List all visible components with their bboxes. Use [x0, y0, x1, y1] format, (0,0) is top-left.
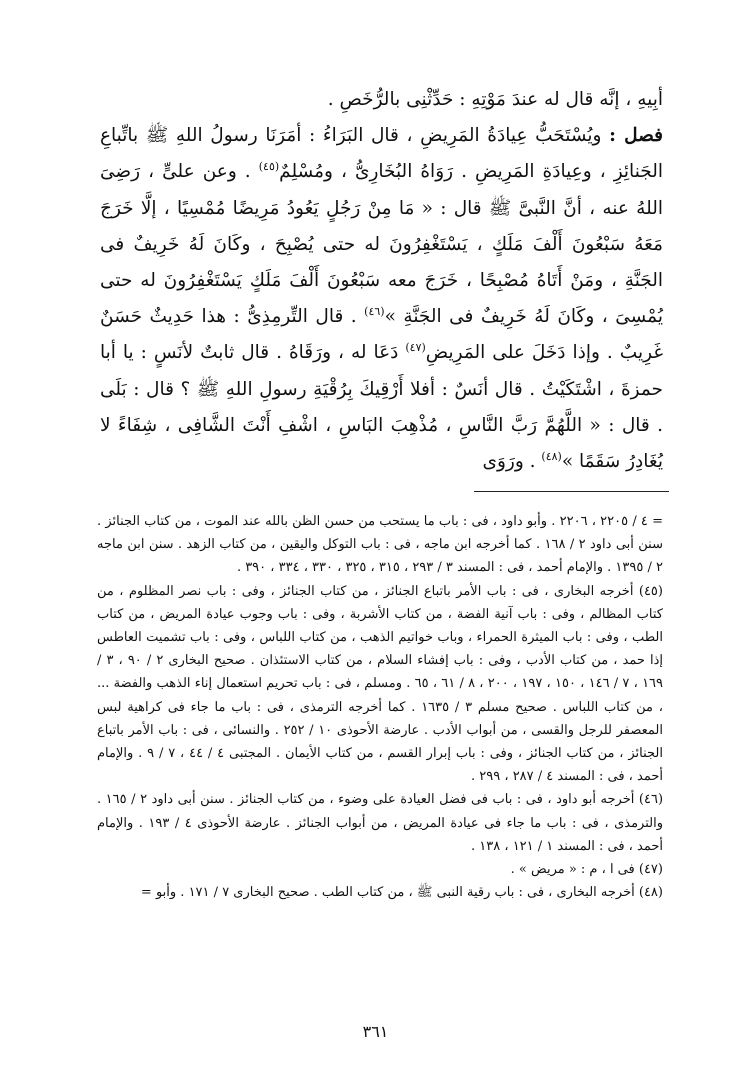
footnote: (٤٦) أخرجه أبو داود ، فى : باب فى فضل العيادة على وضوء ، من كتاب الجنائز . سنن أبى داود ٢ / ١٦٥ . والترمذى ، فى : باب ما جاء فى عيادة المريض ، من أبواب الجنائز . عارضة الأحوذى ٤ / ١٩٣ . والإمام أحمد ، فى : المسند ١ / ١٢١ ، ١٣٨ .	[97, 792, 664, 854]
footnote: = ٤ / ٢٢٠٥ ، ٢٢٠٦ . وأبو داود ، فى : باب ما يستحب من حسن الظن بالله عند الموت ، من كتاب الجنائز . سنن أبى داود ٢ / ١٦٨ . كما أخرجه ابن ماجه ، فى : باب التوكل واليقين ، من كتاب الزهد . سنن ابن ماجه ٢ / ١٣٩٥ . والإمام أحمد ، فى : المسند ٣ / ٢٩٣ ، ٣١٥ ، ٣٢٥ ، ٣٣٠ ، ٣٣٤ ، ٣٩٠ .	[97, 514, 663, 576]
text-span: ويُسْتَحَبُّ عِيادَةُ المَرِيضِ ، قال البَرَاءُ : أمَرَنَا رسولُ اللهِ ﷺ باتِّباعِ	[100, 125, 602, 147]
text-span: سَبْعُونَ أَلْفَ مَلَكٍ ، يَسْتَغْفِرُونَ له حتى يُصْبِحَ ، وكَانَ لَهُ خَرِيفٌ فى الجَنَّةِ ، ومَنْ	[100, 233, 663, 292]
text-span: المَرِيضِ	[425, 342, 486, 364]
text-span: أَتَاهُ مُصْبِحًا ، خَرَجَ معه سَبْعُونَ أَلْفَ مَلَكٍ يَسْتَغْفِرُونَ له حتى يُمْسِىَ ، وكَانَ لَهُ	[100, 270, 663, 328]
footnote-ref[interactable]: (٤٧)	[405, 341, 426, 355]
page-number: ٣٦١	[362, 1022, 389, 1041]
text-span: . وعن علىٍّ ، رَضِىَ اللهُ	[100, 161, 663, 219]
fasl-heading: فصل :	[609, 125, 664, 147]
footnote-divider	[474, 491, 669, 492]
text-span: خَرِيفٌ فى الجَنَّةِ »	[384, 306, 527, 328]
text-span: عنه ، أنَّ النَّبىَّ ﷺ قال : « مَا مِنْ رَجُلٍ يَعُودُ مَرِيضًا مُمْسِيًا ، إلَّا خَرَجَ مَعَهُ	[100, 197, 663, 255]
text-line: أبِيهِ ، إنَّه قال له عندَ مَوْتِهِ : حَدِّثْنِى بالرُّخَصِ .	[327, 89, 663, 110]
text-span: الجَنائِزِ ، وعِيادَةِ المَرِيضِ . رَوَاهُ البُخَارِىُّ ، ومُسْلِمٌ	[279, 161, 663, 183]
footnote: (٤٨) أخرجه البخارى ، فى : باب رقية النبى ﷺ ، من كتاب الطب . صحيح البخارى ٧ / ١٧١ . وأبو =	[140, 885, 663, 901]
footnote: (٤٥) أخرجه البخارى ، فى : باب الأمر باتباع الجنائز ، من كتاب الجنائز ، وفى : باب نصر المظلوم ، من كتاب المظالم ، وفى : باب آنية الفضة ، من كتاب الأشربة ، وفى : باب وجوب عيادة المريض ، من كتاب الطب ، وفى : باب الميثرة الحمراء ، وباب خواتيم الذهب ، من كتاب اللباس ، وفى : باب تشميت العاطس إذا حمد ، من كتاب الأدب ، وفى : باب إفشاء السلام ، من كتاب الاستئذان . صحيح البخارى ٢ / ٩٠ ، ٣ / ١٦٩ ، ٧ / ١٤٦ ، ١٥٠ ، ١٩٧ ، ٢٠٠ ، ٨ / ٦١ ، ٦٥ . ومسلم ، فى : باب تحريم استعمال إناء الذهب والفضة ... ، من كتاب اللباس . صحيح مسلم ٣ / ١٦٣٥ . كما أخرجه الترمذى ، فى : باب ما جاء فى كراهية لبس المعصفر للرجل والقسى ، من أبواب الأدب . عارضة الأحوذى ١٠ / ٢٥٢ . والنسائى ، فى : باب الأمر باتباع الجنائز ، من كتاب الجنائز ، وفى : باب إبرار القسم ، من كتاب الأيمان . المجتبى ٤ / ٤٤ ، ٧ / ٩ . والإمام أحمد ، فى : المسند ٤ / ٢٨٧ ، ٢٩٩ .	[97, 583, 664, 785]
footnote-ref[interactable]: (٤٨)	[541, 449, 562, 463]
text-span: أنَسٌ : أفلا أَرْقِيكَ بِرُقْيَةِ رسولِ اللهِ ﷺ ؟ قال : بَلَى . قال : « اللَّهُمَّ رَبَّ	[100, 378, 663, 436]
footnotes	[97, 510, 663, 904]
text-span: . قال التِّرمِذِىُّ : هذا حَدِيثٌ حَسَنٌ غَرِيبٌ . وإذا دَخَلَ على	[100, 306, 663, 364]
footnote: (٤٧) فى ا ، م : « مريض » .	[510, 862, 663, 878]
footnote-ref[interactable]: (٤٦)	[364, 305, 385, 319]
text-span: . ورَوَى	[482, 451, 536, 473]
fasl-paragraph	[100, 118, 663, 480]
main-text	[100, 82, 663, 480]
text-span: دَعَا له ، ورَقَاهُ . قال ثابتٌ لأنَسٍ : يا أبا حمزةَ ، اشْتَكَيْتُ . قال	[100, 342, 663, 400]
text-span: النَّاسِ ، مُذْهِبَ البَاسِ ، اشْفِ أَنْتَ الشَّافِى ، شِفَاءً لا يُغَادِرُ سَقَمًا »	[100, 414, 663, 473]
footnote-ref[interactable]: (٤٥)	[258, 160, 280, 174]
